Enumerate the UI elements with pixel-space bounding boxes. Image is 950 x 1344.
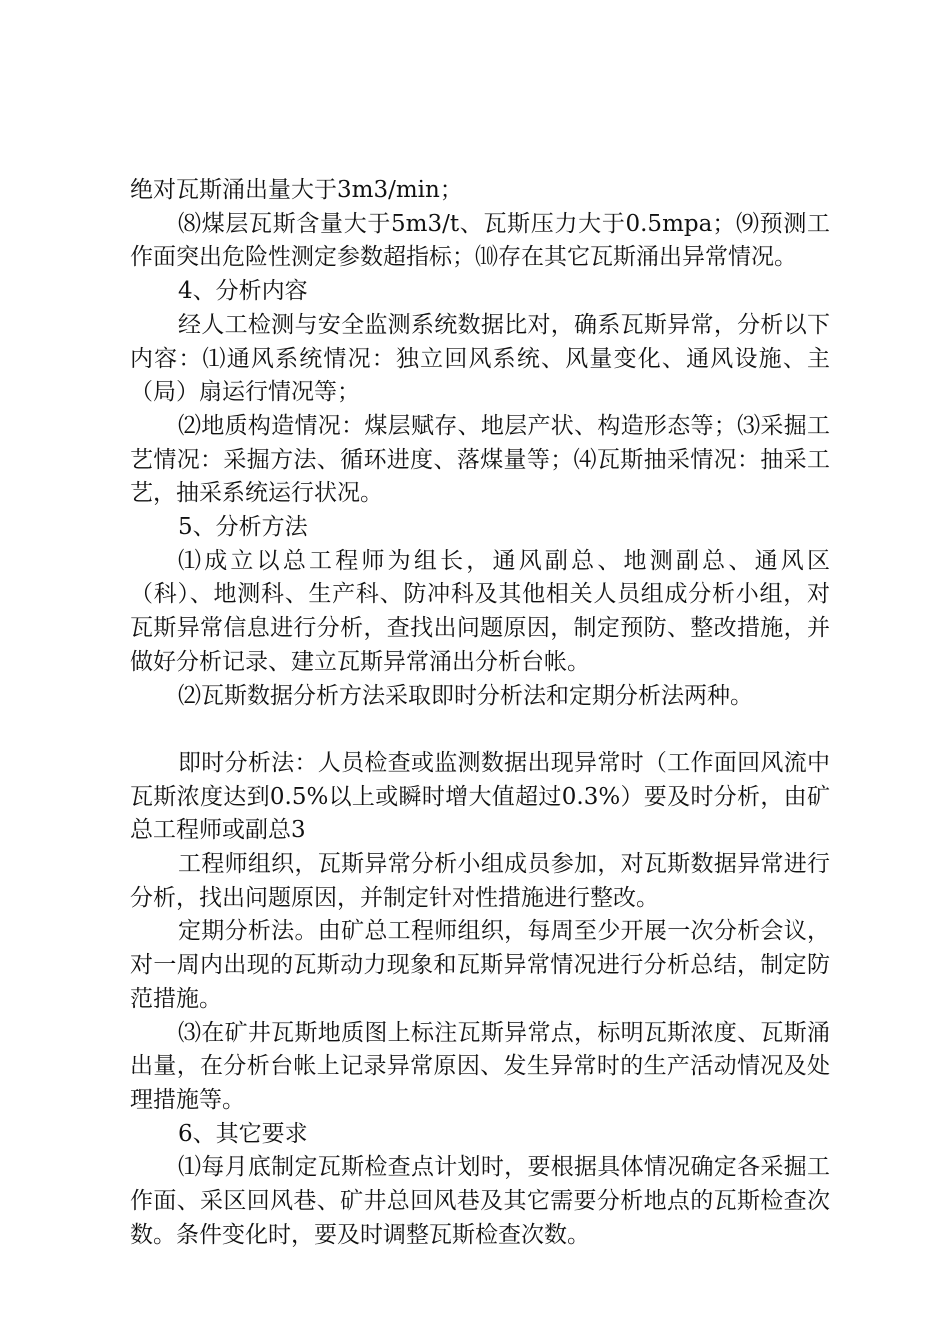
paragraph-gas-emission-threshold: 绝对瓦斯涌出量大于3m3/min； — [130, 177, 463, 203]
paragraph-method-2: ⑵瓦斯数据分析方法采取即时分析法和定期分析法两种。 — [178, 682, 753, 709]
paragraph-item-8-10: ⑻煤层瓦斯含量大于5m3/t、瓦斯压力大于0.5mpa；⑼预测工作面突出危险性测定参数超指标；⑽存在其它瓦斯涌出异常情况。 — [130, 210, 830, 271]
paragraph-analysis-content-1: 经人工检测与安全监测系统数据比对，确系瓦斯异常，分析以下内容：⑴通风系统情况：独立回风系统、风量变化、通风设施、主（局）扇运行情况等； — [130, 311, 830, 406]
paragraph-requirement-1: ⑴每月底制定瓦斯检查点计划时，要根据具体情况确定各采掘工作面、采区回风巷、矿井总回风巷及其它需要分析地点的瓦斯检查次数。条件变化时，要及时调整瓦斯检查次数。 — [130, 1154, 830, 1248]
section-heading-other-requirements: 6、其它要求 — [178, 1120, 308, 1147]
section-heading-analysis-content: 4、分析内容 — [178, 278, 308, 305]
section-heading-analysis-method: 5、分析方法 — [178, 514, 308, 541]
paragraph-analysis-content-2: ⑵地质构造情况：煤层赋存、地层产状、构造形态等；⑶采掘工艺情况：采掘方法、循环进度、落煤量等；⑷瓦斯抽采情况：抽采工艺，抽采系统运行状况。 — [130, 412, 830, 507]
paragraph-method-1: ⑴成立以总工程师为组长，通风副总、地测副总、通风区（科）、地测科、生产科、防冲科及其他相关人员组成分析小组，对瓦斯异常信息进行分析，查找出问题原因，制定预防、整改措施，并做好分析记录、建立瓦斯异常涌出分析台帐。 — [130, 547, 830, 675]
blank-line — [130, 713, 830, 747]
paragraph-periodic-analysis: 定期分析法。由矿总工程师组织，每周至少开展一次分析会议，对一周内出现的瓦斯动力现象和瓦斯异常情况进行分析总结，制定防范措施。 — [130, 918, 830, 1012]
document-body — [130, 174, 830, 1252]
paragraph-instant-analysis: 即时分析法：人员检查或监测数据出现异常时（工作面回风流中瓦斯浓度达到0.5%以上或瞬时增大值超过0.3%）要及时分析，由矿总工程师或副总3 — [130, 749, 830, 844]
paragraph-engineer-organization: 工程师组织，瓦斯异常分析小组成员参加，对瓦斯数据异常进行分析，找出问题原因，并制定针对性措施进行整改。 — [130, 851, 830, 911]
paragraph-method-3: ⑶在矿井瓦斯地质图上标注瓦斯异常点，标明瓦斯浓度、瓦斯涌出量，在分析台帐上记录异常原因、发生异常时的生产活动情况及处理措施等。 — [130, 1019, 830, 1113]
